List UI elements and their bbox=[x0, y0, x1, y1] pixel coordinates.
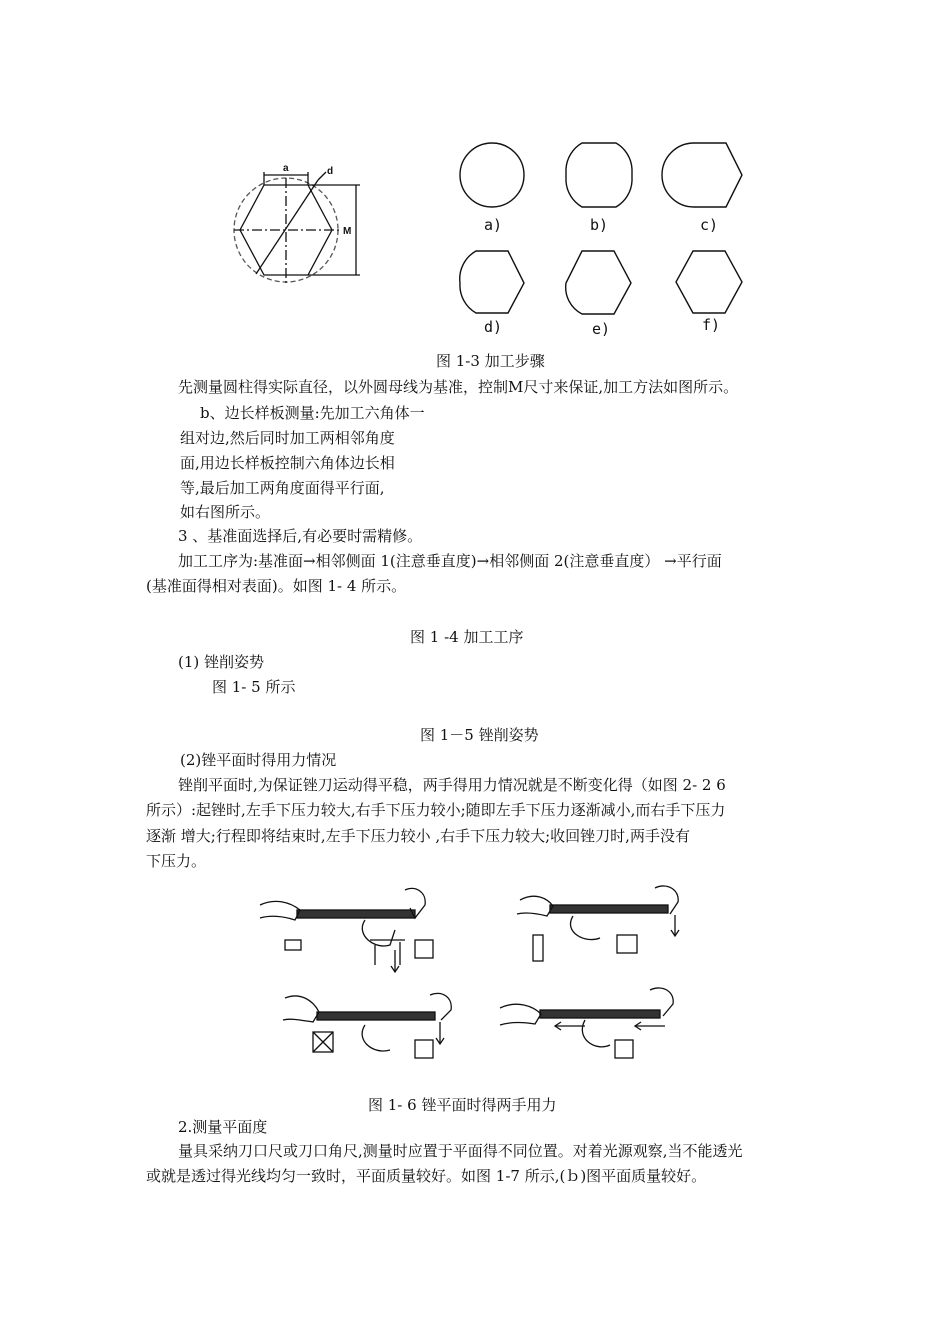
section-2-line-3: 逐渐 增大;行程即将结束时,左手下压力较小 ,右手下压力较大;收回锉刀时,两手没有 bbox=[146, 827, 690, 845]
step-label-f: f) bbox=[702, 316, 721, 334]
section-1-reference: 图 1- 5 所示 bbox=[212, 678, 296, 696]
step-label-b: b) bbox=[590, 216, 609, 234]
dim-label-m: M bbox=[343, 226, 352, 237]
filing-panel-middle bbox=[517, 886, 679, 961]
step-c-shape bbox=[662, 143, 742, 207]
step-a-shape bbox=[460, 143, 524, 207]
paragraph-sequence-line-1: 加工工序为:基准面→相邻侧面 1(注意垂直度)→相邻侧面 2(注意垂直度） →平行面 bbox=[178, 552, 722, 570]
step-e-shape bbox=[566, 251, 631, 314]
filing-panel-return bbox=[500, 988, 673, 1058]
step-f-shape bbox=[676, 251, 742, 313]
filing-force-illustration bbox=[255, 880, 695, 1080]
paragraph-b-line-4: 等,最后加工两角度面得平行面, bbox=[180, 479, 385, 497]
paragraph-point-3: 3 、基准面选择后,有必要时需精修。 bbox=[178, 527, 423, 545]
section-2-heading: (2)锉平面时得用力情况 bbox=[180, 751, 337, 769]
figure-1-5-caption: 图 1－5 锉削姿势 bbox=[420, 726, 539, 744]
figure-1-4-caption: 图 1 -4 加工工序 bbox=[410, 628, 524, 646]
paragraph-b-line-5: 如右图所示。 bbox=[180, 503, 271, 521]
paragraph-b-line-2: 组对边,然后同时加工两相邻角度 bbox=[180, 429, 395, 447]
figure-1-6-caption: 图 1- 6 锉平面时得两手用力 bbox=[368, 1096, 557, 1114]
figure-1-3-caption: 图 1-3 加工步骤 bbox=[436, 352, 545, 370]
paragraph-b-line-3: 面,用边长样板控制六角体边长相 bbox=[180, 454, 395, 472]
step-d-shape bbox=[460, 251, 524, 313]
section-3-line-2: 或就是透过得光线均匀一致时，平面质量较好。如图 1-7 所示,(ｂ)图平面质量较好。 bbox=[146, 1167, 707, 1185]
step-label-e: e) bbox=[592, 320, 611, 338]
step-label-c: c) bbox=[700, 216, 719, 234]
section-1-heading: (1) 锉削姿势 bbox=[178, 653, 265, 671]
filing-panel-end bbox=[283, 993, 451, 1058]
paragraph-measure-cylinder: 先测量圆柱得实际直径，以外圆母线为基准，控制M尺寸来保证,加工方法如图所示。 bbox=[178, 378, 739, 396]
section-3-line-1: 量具采纳刀口尺或刀口角尺,测量时应置于平面得不同位置。对着光源观察,当不能透光 bbox=[178, 1142, 743, 1160]
section-2-line-2: 所示）:起锉时,左手下压力较大,右手下压力较小;随即左手下压力逐渐减小,而右手下压力 bbox=[146, 801, 726, 819]
step-label-d: d) bbox=[484, 318, 503, 336]
dim-label-a: a bbox=[283, 163, 289, 174]
paragraph-sequence-line-2: (基准面得相对表面)。如图 1- 4 所示。 bbox=[146, 577, 407, 595]
processing-steps-diagram bbox=[450, 140, 755, 340]
paragraph-b-line-1: b、边长样板测量:先加工六角体一 bbox=[200, 404, 425, 422]
dim-label-d: d bbox=[327, 166, 334, 177]
step-b-shape bbox=[566, 143, 632, 207]
hexagon-measure-diagram bbox=[228, 158, 368, 286]
step-label-a: a) bbox=[484, 216, 503, 234]
section-3-heading: 2.测量平面度 bbox=[178, 1118, 268, 1136]
section-2-line-4: 下压力。 bbox=[146, 852, 207, 870]
section-2-line-1: 锉削平面时,为保证锉刀运动得平稳，两手得用力情况就是不断变化得（如图 2- 2 6 bbox=[178, 776, 726, 794]
filing-panel-start bbox=[260, 888, 433, 972]
